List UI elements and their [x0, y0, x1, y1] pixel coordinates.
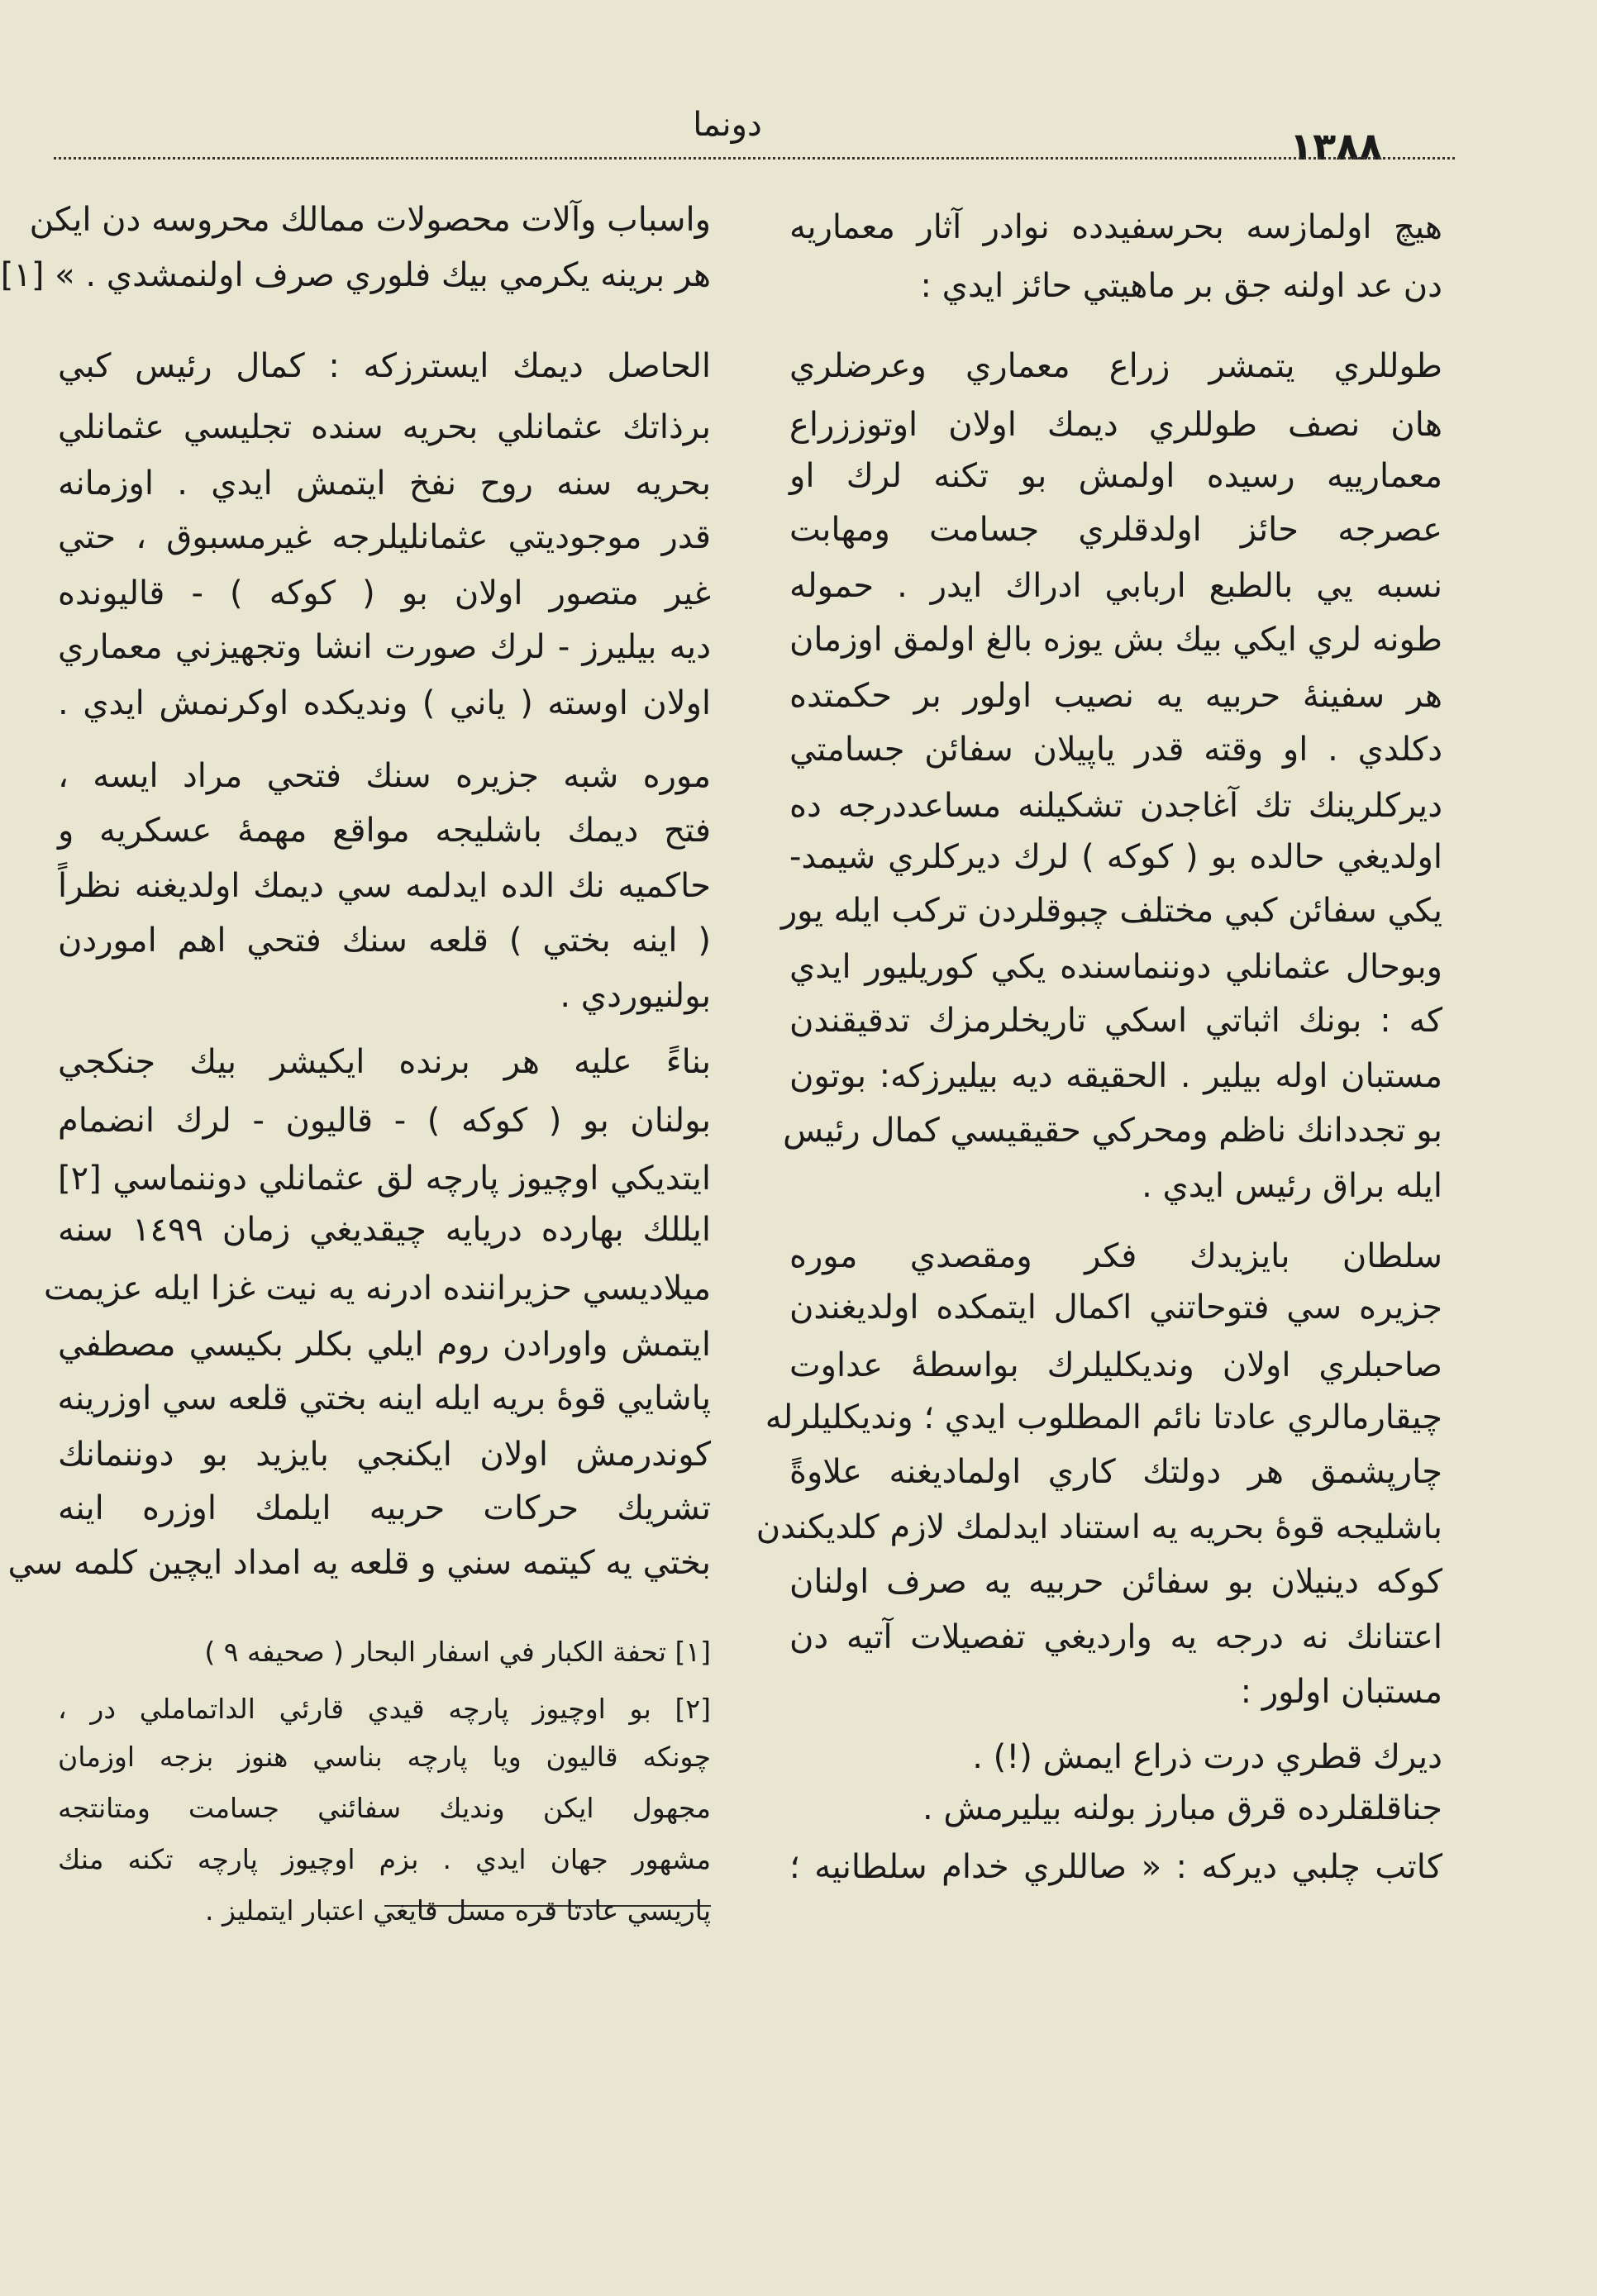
text-line: هر سفينهٔ حربيه يه نصيب اولور بر حكمتده — [789, 677, 1442, 715]
text-line: عصرجه حائز اولدقلري جسامت ومهابت — [789, 511, 1442, 549]
text-line: موره شبه جزيره سنك فتحي مراد ايسه ، — [58, 757, 711, 795]
text-line: چارپشمق هر دولتك كاري اولماديغنه علاوةً — [789, 1453, 1442, 1491]
text-line: مستبان اوله بيلير . الحقيقه ديه بيليرزكه: بوتون — [789, 1057, 1442, 1095]
text-line: هيچ اولمازسه بحرسفيدده نوادر آثار معماريه — [789, 208, 1442, 246]
text-line: سلطان بايزيدك فكر ومقصدي موره — [789, 1237, 1442, 1275]
text-line: بو تجددانك ناظم ومحركي حقيقيسي كمال رئيس — [783, 1112, 1442, 1150]
text-line: كوندرمش اولان ايكنجي بايزيد بو دوننمانك — [58, 1436, 711, 1474]
footnote-line: مجهول ايكن ونديك سفائني جسامت ومتانتجه — [58, 1792, 711, 1824]
text-line: اولديغي حالده بو ( كوكه ) لرك ديركلري شيمد- — [789, 838, 1442, 876]
text-line: كاتب چلبي ديركه : « صاللري خدام سلطانيه ؛ — [789, 1848, 1442, 1886]
text-line: ديرك قطري درت ذراع ايمش (!) . — [972, 1738, 1442, 1776]
text-line: چيقارمالري عادتا نائم المطلوب ايدي ؛ ونديكليلرله — [765, 1398, 1442, 1436]
text-line: طوللري يتمشر زراع معماري وعرضلري — [789, 347, 1442, 385]
text-line: فتح ديمك باشليجه مواقع مهمهٔ عسكريه و — [58, 812, 711, 850]
text-line: طونه لري ايكي بيك بش يوزه بالغ اولمق اوزمان — [789, 621, 1442, 659]
text-line: حاكميه نك الده ايدلمه سي ديمك اولديغنه نظراً — [58, 867, 711, 905]
text-line: ديركلرينك تك آغاجدن تشكيلنه مساعددرجه ده — [789, 787, 1442, 825]
text-line: اولان اوسته ( ياني ) ونديكده اوكرنمش ايدي . — [58, 684, 711, 722]
text-line: صاحبلري اولان ونديكليلرك بواسطهٔ عداوت — [789, 1346, 1442, 1384]
text-line: ايتمش واورادن روم ايلي بكلر بكيسي مصطفي — [58, 1326, 711, 1364]
header-dotted-rule — [54, 157, 1455, 160]
text-line: ديه بيليرز - لرك صورت انشا وتجهيزني معماري — [58, 628, 711, 666]
footnote-line: [٢] بو اوچيوز پارچه قيدي قارئي الداتماملي در ، — [58, 1693, 711, 1725]
text-line: بولنيوردي . — [560, 977, 711, 1015]
footnote-line: پاريسي عادتا قره مسل قايغي اعتبار ايتمليز . — [205, 1894, 711, 1927]
text-line: باشليجه قوهٔ بحريه يه استناد ايدلمك لازم كلديكندن — [756, 1508, 1442, 1546]
text-line: دن عد اولنه جق بر ماهيتي حائز ايدي : — [920, 267, 1442, 305]
text-line: دكلدي . او وقته قدر ياپيلان سفائن جسامتي — [789, 731, 1442, 769]
text-line: ( اينه بختي ) قلعه سنك فتحي اهم اموردن — [58, 922, 711, 960]
text-line: ايله براق رئيس ايدي . — [1142, 1167, 1442, 1205]
text-line: ميلاديسي حزيراننده ادرنه يه نيت غزا ايله عزيمت — [44, 1269, 711, 1308]
text-line: پاشايي قوهٔ بريه ايله اينه بختي قلعه سي اوزرينه — [57, 1379, 711, 1417]
text-line: كوكه دينيلان بو سفائن حربيه يه صرف اولنان — [789, 1563, 1442, 1601]
text-line: غير متصور اولان بو ( كوكه ) - قاليونده — [58, 574, 711, 612]
running-title: دونما — [693, 106, 762, 144]
text-line: تشريك حركات حربيه ايلمك اوزره اينه — [58, 1489, 711, 1527]
footnote-line: [١] تحفة الكبار في اسفار البحار ( صحيفه ٩ ) — [204, 1636, 711, 1668]
text-line: هان نصف طوللري ديمك اولان اوتوززراع — [789, 406, 1442, 444]
text-line: يكي سفائن كبي مختلف چبوقلردن تركب ايله يور — [780, 892, 1442, 930]
text-line: معمارييه رسيده اولمش بو تكنه لرك او — [789, 457, 1442, 495]
text-line: نسبه يي بالطبع اربابي ادراك ايدر . حموله — [789, 567, 1442, 605]
text-line: الحاصل ديمك ايسترزكه : كمال رئيس كبي — [58, 347, 711, 385]
text-line: برذاتك عثمانلي بحريه سنده تجليسي عثمانلي — [58, 408, 711, 446]
text-line: اعتنانك نه درجه يه وارديغي تفصيلات آتيه دن — [789, 1618, 1442, 1656]
text-line: هر برينه يكرمي بيك فلوري صرف اولنمشدي . » [١] — [0, 256, 711, 294]
text-line: بحريه سنه روح نفخ ايتمش ايدي . اوزمانه — [58, 464, 711, 503]
text-line: واسباب وآلات محصولات ممالك محروسه دن ايكن — [29, 201, 711, 239]
text-line: جزيره سي فتوحاتني اكمال ايتمكده اولديغندن — [789, 1289, 1442, 1327]
text-line: بختي يه كيتمه سني و قلعه يه امداد ايچين كلمه سي — [7, 1544, 711, 1582]
text-line: بناءً عليه هر برنده ايكيشر بيك جنكجي — [58, 1043, 711, 1081]
text-line: جناقلقلرده قرق مبارز بولنه بيليرمش . — [922, 1789, 1442, 1827]
text-line: ايتديكي اوچيوز پارچه لق عثمانلي دوننماسي [٢] — [58, 1160, 711, 1198]
text-line: وبوحال عثمانلي دوننماسنده يكي كوريليور ايدي — [789, 948, 1442, 986]
text-line: ايللك بهارده دريايه چيقديغي زمان ١٤٩٩ سنه — [58, 1211, 711, 1249]
footnote-line: چونكه قاليون ويا پارچه بناسي هنوز بزجه اوزمان — [58, 1741, 711, 1773]
text-line: بولنان بو ( كوكه ) - قاليون - لرك انضمام — [58, 1102, 711, 1140]
text-line: كه : بونك اثباتي اسكي تاريخلرمزك تدقيقندن — [789, 1002, 1442, 1040]
text-line: قدر موجوديتي عثمانليلرجه غيرمسبوق ، حتي — [58, 518, 711, 556]
text-line: مستبان اولور : — [1240, 1673, 1442, 1711]
footnote-line: مشهور جهان ايدي . بزم اوچيوز پارچه تكنه منك — [58, 1843, 711, 1875]
page-number: ١٣٨٨ — [1290, 124, 1383, 169]
